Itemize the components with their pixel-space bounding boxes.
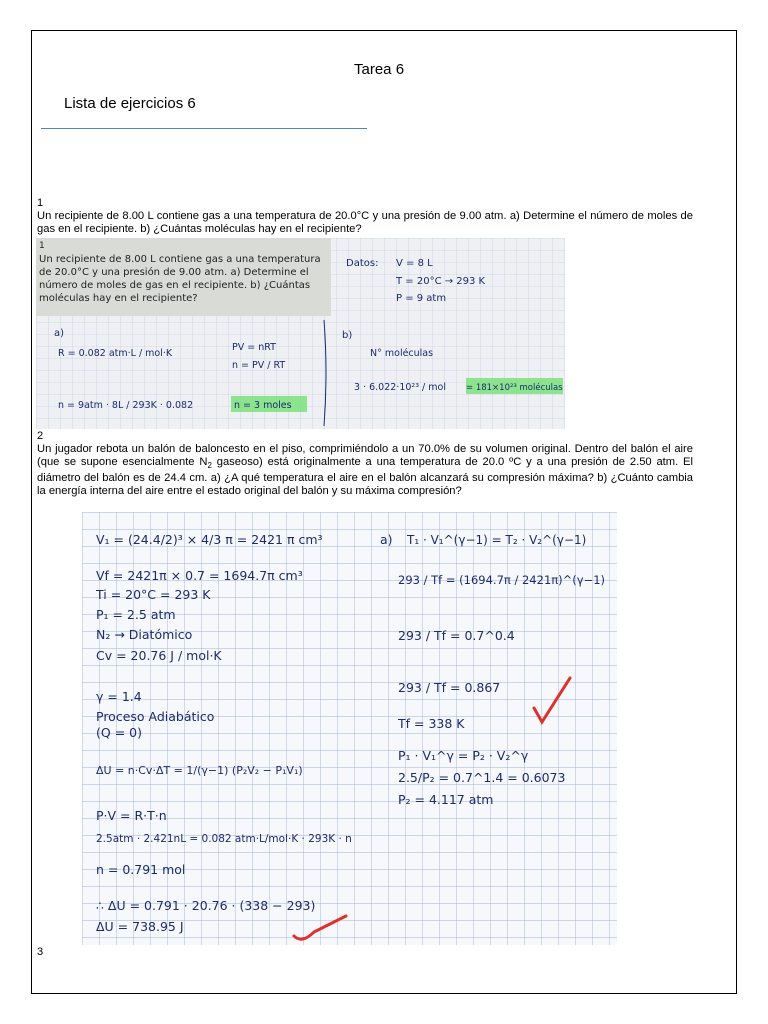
photo1-a-1: R = 0.082 atm·L / mol·K [58,348,173,359]
photo1-data-2: T = 20°C → 293 K [396,276,486,287]
problem-1-number: 1 [37,197,44,209]
photo2-right-5: Tf = 338 K [398,716,465,731]
problem-2-subscript: 2 [207,461,212,471]
photo2-right-3: 293 / Tf = 0.7^0.4 [398,628,515,643]
photo1-a-3: n = PV / RT [232,360,286,371]
photo2-left-1: Vf = 2421π × 0.7 = 1694.7π cm³ [96,568,303,583]
solution-photo-2 [82,512,617,945]
problem-2-text [37,443,693,498]
photo2-left-5: Cv = 20.76 J / mol·K [96,648,222,663]
page-title: Tarea 6 [354,61,405,78]
photo2-left-12: n = 0.791 mol [96,862,186,877]
photo2-left-0: V₁ = (24.4/2)³ × 4/3 π = 2421 π cm³ [96,532,323,547]
photo1-a-2: PV = nRT [232,342,276,353]
photo1-b-3: = 181×10²³ moléculas [466,383,563,393]
photo2-left-13: ∴ ΔU = 0.791 · 20.76 · (338 − 293) [96,898,316,913]
photo2-left-14: ΔU = 738.95 J [96,919,184,934]
photo2-left-3: P₁ = 2.5 atm [96,607,176,622]
problem-2-number: 2 [37,430,44,442]
photo1-b-1: N° moléculas [370,348,434,359]
problem-2-text-b: gaseoso) está originalmente a una temperatura de 20.0 ºC y a una presión de 2.50 atm. El diámetro del balón es de 24.4 cm. a) ¿A qué temperatura el aire en el balón alcanzará su compresión máxima? b) ¿Cuánto cambia la energía interna del aire entre el estado original del balón y su máxima compresión? [37,456,693,498]
photo2-right-6: P₁ · V₁^γ = P₂ · V₂^γ [398,748,529,763]
photo1-stmt-4: moléculas hay en el recipiente? [39,293,198,304]
photo1-a-4: n = 9atm · 8L / 293K · 0.082 [58,400,194,411]
photo2-left-10: P·V = R·T·n [96,808,167,823]
photo2-left-2: Ti = 20°C = 293 K [96,587,211,602]
problem-3-number: 3 [37,946,44,958]
photo1-a-5: n = 3 moles [234,400,292,411]
photo1-stmt-0: 1 [39,241,45,251]
photo2-left-9: ΔU = n·Cv·ΔT = 1/(γ−1) (P₂V₂ − P₁V₁) [96,764,303,777]
problem-2-text-a: Un jugador rebota un balón de baloncesto en el piso, comprimiéndolo a un 70.0% de su volumen original. Dentro del balón el aire (que se supone esencialmente N [37,443,693,468]
photo2-left-4: N₂ → Diatómico [96,627,193,642]
title-underline [41,128,367,129]
photo1-stmt-3: número de moles de gas en el recipiente. b) ¿Cuántas [39,280,311,291]
photo2-right-0: a) [380,532,393,547]
photo1-data-3: P = 9 atm [396,293,447,304]
photo1-b-0: b) [342,330,353,341]
photo2-left-6: γ = 1.4 [96,689,142,704]
problem-1-text: Un recipiente de 8.00 L contiene gas a una temperatura de 20.0°C y una presión de 9.00 atm. a) Determine el número de moles de gas en el recipiente. b) ¿Cuántas moléculas hay en el recipiente? [37,210,693,235]
photo1-a-0: a) [54,328,65,339]
photo2-right-1: T₁ · V₁^(γ−1) = T₂ · V₂^(γ−1) [407,533,587,547]
photo1-b-2: 3 · 6.022·10²³ / mol [354,382,446,393]
page-subtitle: Lista de ejercicios 6 [64,95,196,112]
photo2-right-4: 293 / Tf = 0.867 [398,680,501,695]
photo2-right-8: P₂ = 4.117 atm [398,792,494,807]
photo1-data-1: V = 8 L [396,258,433,269]
photo2-right-7: 2.5/P₂ = 0.7^1.4 = 0.6073 [398,770,566,785]
photo1-data-0: Datos: [346,258,379,269]
photo1-stmt-2: de 20.0°C y una presión de 9.00 atm. a) Determine el [39,267,309,278]
solution-photo-1 [36,238,565,429]
photo2-left-8: (Q = 0) [96,725,142,740]
photo2-right-2: 293 / Tf = (1694.7π / 2421π)^(γ−1) [398,573,606,587]
photo2-left-7: Proceso Adiabático [96,709,215,724]
photo1-stmt-1: Un recipiente de 8.00 L contiene gas a una temperatura [39,254,321,265]
photo2-left-11: 2.5atm · 2.421nL = 0.082 atm·L/mol·K · 293K · n [96,833,352,845]
